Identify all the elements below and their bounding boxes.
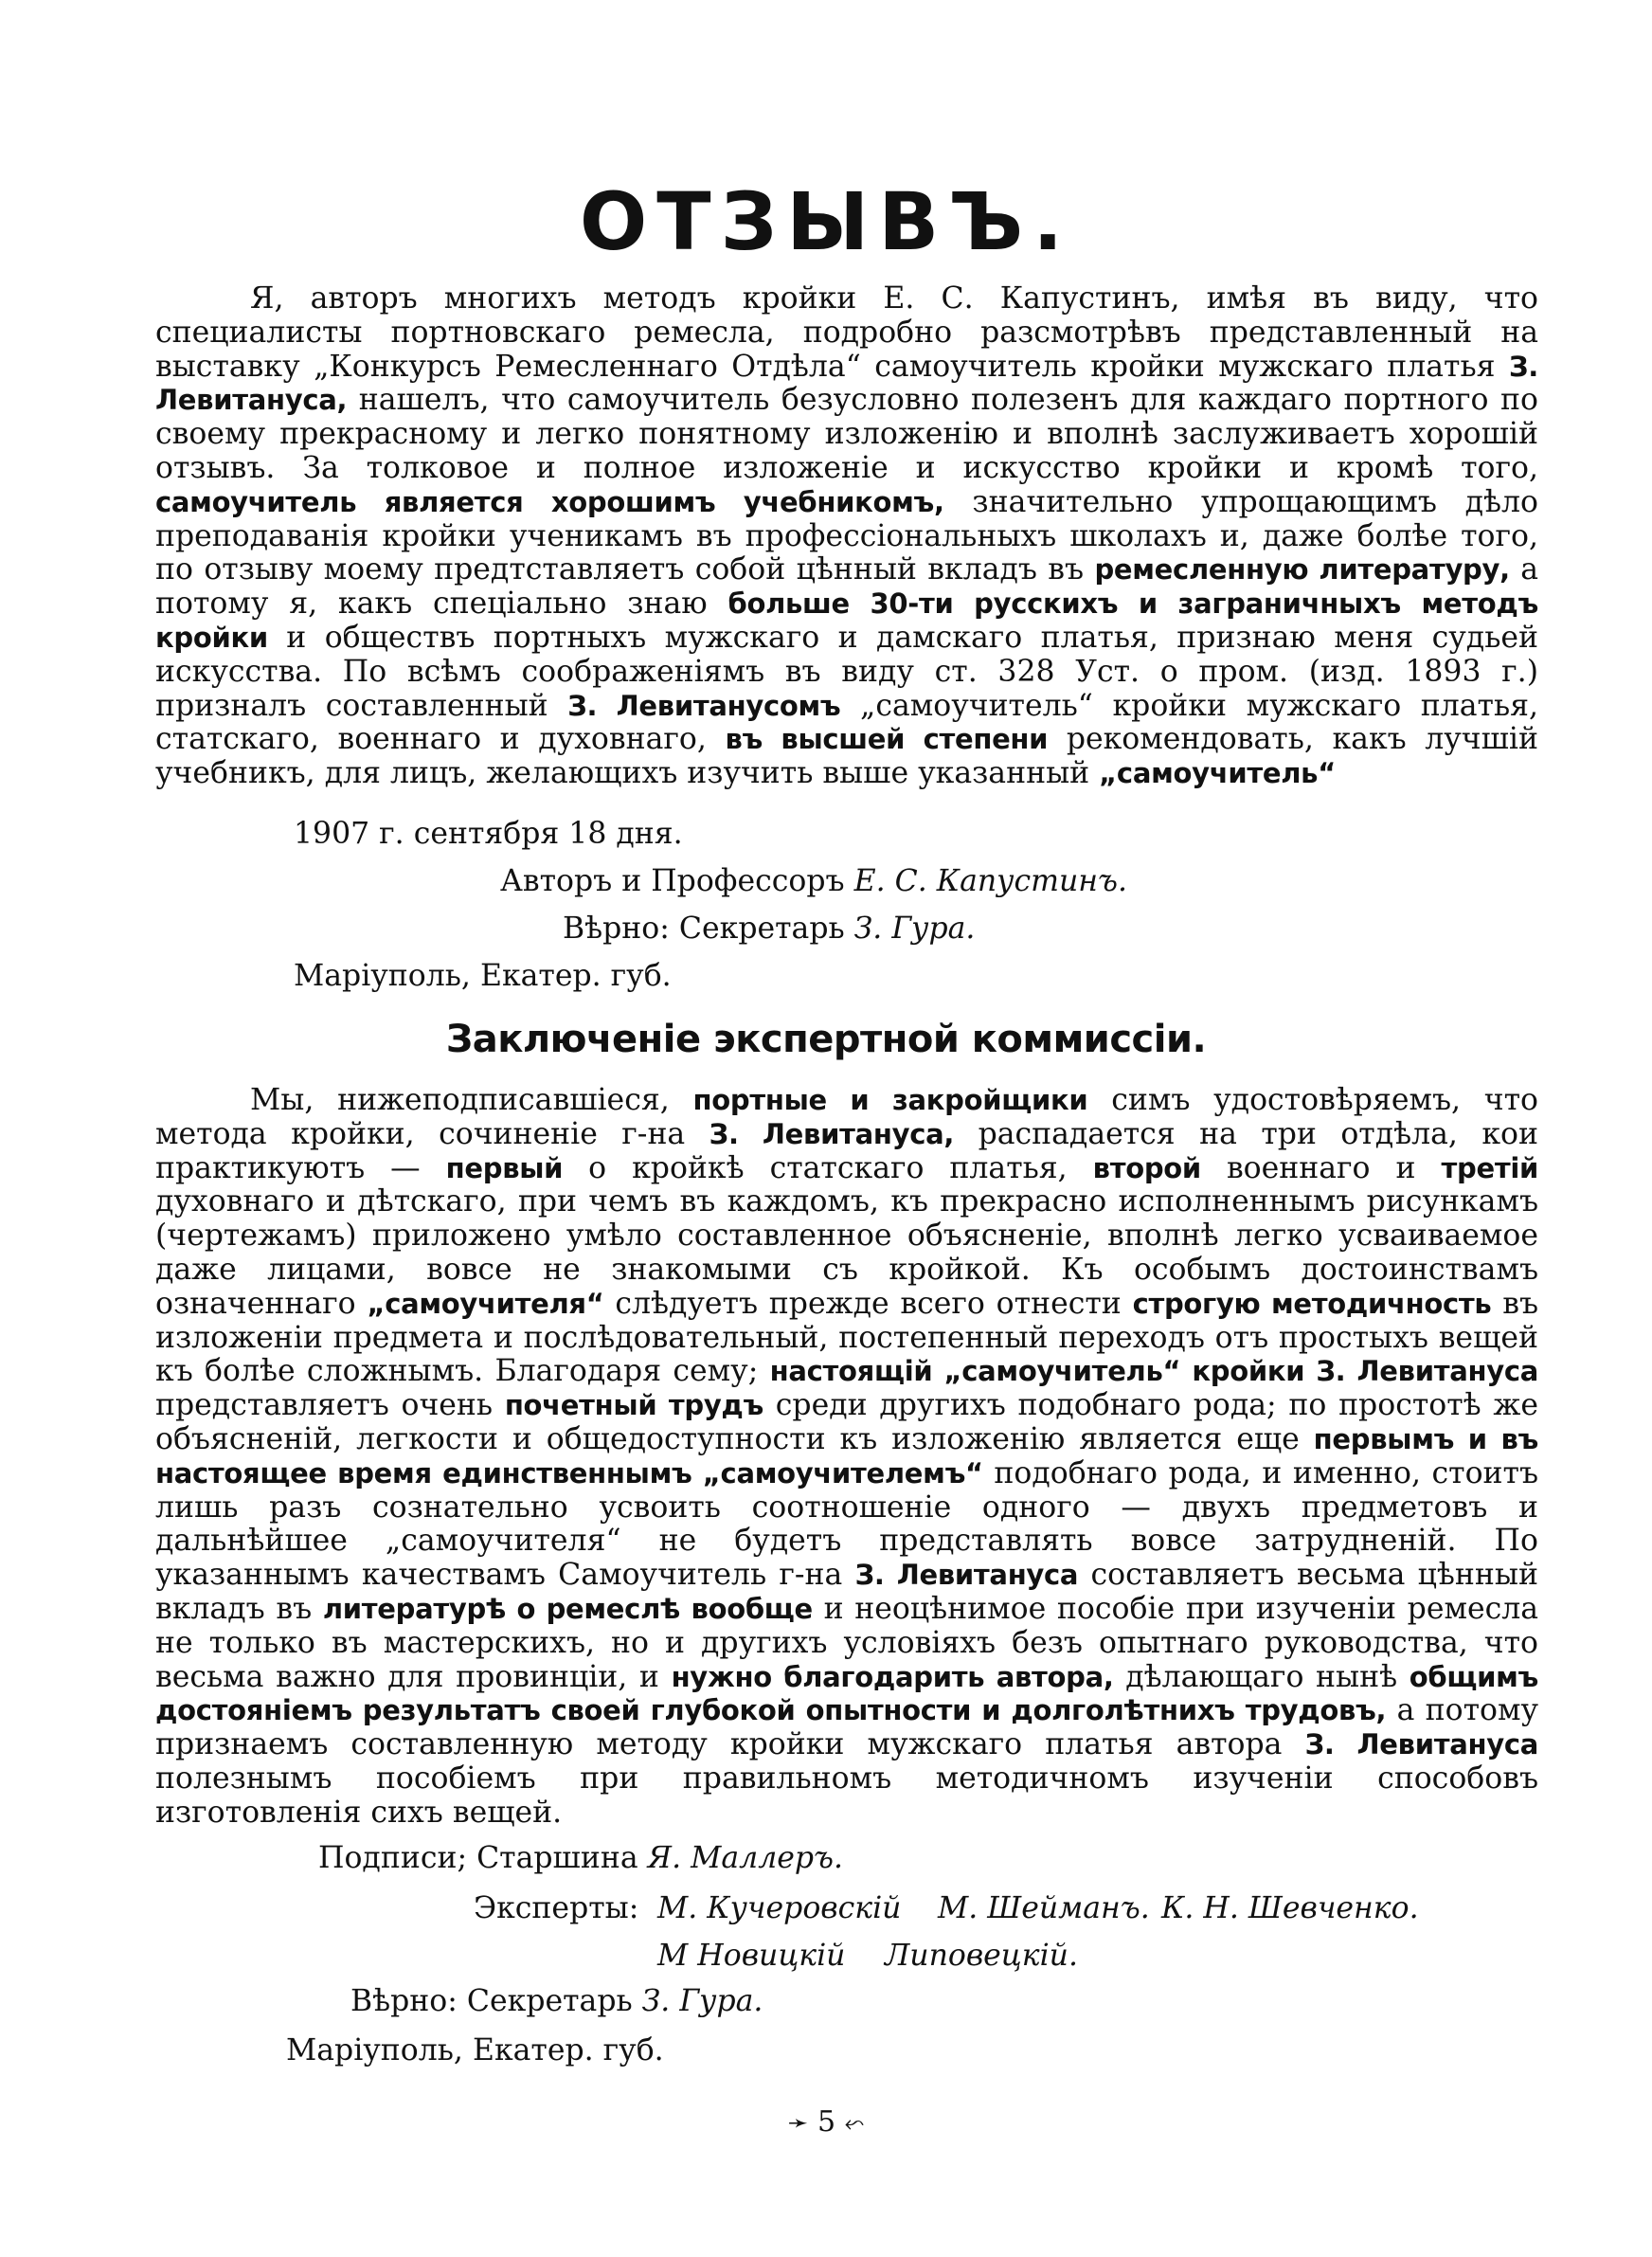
signatures-line bbox=[318, 1841, 843, 1875]
conclusion-text: распадается на три отдѣла, кои практикуютъ — bbox=[155, 1116, 1539, 1185]
conclusion-bold: портные и закройщики bbox=[692, 1084, 1088, 1116]
conclusion-text: полезнымъ пособіемъ при правильномъ методичномъ изученіи способовъ изготовленія сихъ вещей. bbox=[155, 1760, 1538, 1830]
conclusion-paragraph bbox=[155, 1084, 1538, 1831]
conclusion-text: о кройкѣ статскаго платья, bbox=[588, 1150, 1068, 1185]
review-text: и обществъ портныхъ мужскаго и дамскаго платья, признаю меня судьей искусства. По всѣмъ соображеніямъ въ виду ст. 328 Уст. о пром. (изд. 1893 г.) призналъ составленный bbox=[155, 620, 1538, 723]
conclusion-bold: почетный трудъ bbox=[504, 1389, 764, 1422]
review-text: рекомендовать, какъ лучшій учебникъ, для лицъ, желающихъ изучить выше указанный bbox=[155, 722, 1538, 791]
conclusion-bold: настоящій „самоучитель“ кройки З. Левитануса bbox=[769, 1355, 1538, 1388]
conclusion-bold: нужно благодарить автора, bbox=[671, 1660, 1114, 1693]
conclusion-bold: литературѣ о ремеслѣ вообще bbox=[322, 1592, 813, 1625]
verified-name: З. Гура. bbox=[641, 1984, 763, 2018]
conclusion-text: духовнаго и дѣтскаго, при чемъ въ каждомъ, къ прекрасно исполненнымъ рисункамъ (чертежамъ) приложено умѣло составленное объясненіе, вполнѣ легко усваиваемое даже лицами, вовсе не знакомыми съ кройкой. Къ особымъ достоинствамъ означеннаго bbox=[155, 1184, 1538, 1321]
review-bold: въ высшей степени bbox=[725, 723, 1049, 756]
review-bold: больше 30-ти русскихъ и заграничныхъ методъ кройки bbox=[155, 587, 1538, 654]
conclusion-text: въ изложеніи предмета и послѣдовательный, постепенный переходъ отъ простыхъ вещей къ болѣе сложнымъ. Благодаря сему; bbox=[155, 1286, 1539, 1389]
author-name: Е. С. Капустинъ. bbox=[853, 864, 1127, 898]
review-title: ОТЗЫВЪ. bbox=[579, 175, 1073, 268]
conclusion-text: среди другихъ подобнаго рода; по простотѣ же объясненій, легкости и общедоступности къ изложенію является еще bbox=[155, 1388, 1538, 1456]
verified-name: З. Гура. bbox=[853, 912, 976, 946]
ornament-left-icon: ➛ bbox=[787, 2109, 809, 2138]
conclusion-bold: З. Левитануса, bbox=[709, 1117, 955, 1150]
conclusion-place: Маріуполь, Екатер. губ. bbox=[286, 2033, 664, 2067]
review-bold: самоучитель является хорошимъ учебникомъ, bbox=[155, 485, 944, 518]
review-text: а потому я, какъ спеціально знаю bbox=[155, 552, 1538, 622]
conclusion-bold: общимъ достояніемъ результатъ своей глубокой опытности и долголѣтнихъ трудовъ, bbox=[155, 1660, 1538, 1727]
review-bold: З. Левитануса, bbox=[155, 350, 1539, 417]
conclusion-text: и неоцѣнимое пособіе при изученіи ремесла не только въ мастерскихъ, но и другихъ условіяхъ безъ опытнаго руководства, что весьма важно для провинціи, и bbox=[155, 1591, 1539, 1694]
conclusion-text: подобнаго рода, и именно, стоитъ лишь разъ сознательно усвоить соотношеніе одного — двухъ предметовъ и дальнѣйшее „самоучителя“ не будетъ представлять вовсе затрудненій. По указаннымъ качествамъ Самоучитель г-на bbox=[155, 1455, 1538, 1593]
review-place: Маріуполь, Екатер. губ. bbox=[294, 959, 672, 993]
conclusion-verified-line bbox=[350, 1984, 763, 2018]
conclusion-bold: З. Левитануса bbox=[854, 1559, 1079, 1592]
verified-label: Вѣрно: Секретарь bbox=[563, 912, 845, 946]
conclusion-text: составляетъ весьма цѣнный вкладъ въ bbox=[155, 1558, 1538, 1626]
author-label: Авторъ и Профессоръ bbox=[500, 864, 845, 898]
conclusion-bold: третій bbox=[1441, 1151, 1538, 1184]
expert-signature: М Новицкій bbox=[657, 1939, 846, 1973]
expert-signature: М. Шейманъ. bbox=[938, 1891, 1150, 1925]
conclusion-bold: строгую методичность bbox=[1132, 1287, 1492, 1320]
review-bold: З. Левитанусомъ bbox=[567, 689, 841, 722]
review-bold: ремесленную литературу, bbox=[1094, 553, 1510, 587]
conclusion-heading: Заключеніе экспертной коммиссіи. bbox=[445, 1018, 1207, 1061]
conclusion-text: а потому признаемъ составленную методу кройки мужскаго платья автора bbox=[155, 1693, 1539, 1762]
review-text: значительно упрощающимъ дѣло преподаванія кройки ученикамъ въ профессіональныхъ школахъ и, даже болѣе того, по отзыву моему предтставляетъ собой цѣнный вкладъ въ bbox=[155, 484, 1538, 587]
review-paragraph bbox=[155, 282, 1538, 791]
review-author-line bbox=[500, 864, 1127, 898]
review-date: 1907 г. сентября 18 дня. bbox=[294, 817, 683, 851]
conclusion-text: Мы, нижеподписавшіеся, bbox=[250, 1083, 670, 1117]
conclusion-bold: первымъ и въ настоящее время единственнымъ „самоучителемъ“ bbox=[155, 1422, 1539, 1490]
review-verified-line bbox=[563, 912, 975, 946]
experts-label: Эксперты: bbox=[474, 1891, 639, 1925]
conclusion-bold: „самоучителя“ bbox=[367, 1287, 604, 1320]
sign-label: Подписи; Старшина bbox=[318, 1841, 638, 1875]
conclusion-text: представляетъ очень bbox=[155, 1388, 494, 1423]
expert-signature: К. Н. Шевченко. bbox=[1161, 1891, 1419, 1925]
ornament-right-icon: ⬿ bbox=[844, 2109, 865, 2138]
conclusion-bold: З. Левитануса bbox=[1304, 1728, 1538, 1761]
conclusion-text: слѣдуетъ прежде всего отнести bbox=[615, 1286, 1122, 1321]
conclusion-bold: первый bbox=[445, 1151, 564, 1184]
conclusion-bold: второй bbox=[1092, 1151, 1201, 1184]
review-text: „самоучитель“ кройки мужскаго платья, статскаго, военнаго и духовнаго, bbox=[155, 688, 1538, 757]
page-number-footer bbox=[0, 2105, 1652, 2139]
conclusion-text: военнаго и bbox=[1226, 1150, 1416, 1185]
review-bold: „самоучитель“ bbox=[1099, 757, 1336, 790]
review-text: Я, авторъ многихъ методъ кройки Е. С. Капустинъ, имѣя въ виду, что специалисты портновскаго ремесла, подробно разсмотрѣвъ представленный на выставку „Конкурсъ Ремесленнаго Отдѣла“ самоучитель кройки мужскаго платья bbox=[155, 281, 1538, 384]
expert-signature: Липовецкій. bbox=[885, 1939, 1078, 1973]
conclusion-text: симъ удостовѣряемъ, что метода кройки, сочиненіе г-на bbox=[155, 1083, 1538, 1151]
expert-signature: М. Кучеровскій bbox=[657, 1891, 902, 1925]
verified-label: Вѣрно: Секретарь bbox=[350, 1984, 633, 2018]
review-text: нашелъ, что самоучитель безусловно полезенъ для каждаго портного по своему прекрасному и легко понятному изложенію и вполнѣ заслуживаетъ хорошій отзывъ. За толковое и полное изложеніе и искусство кройки и кромѣ того, bbox=[155, 383, 1538, 485]
sign-name: Я. Маллеръ. bbox=[647, 1841, 844, 1875]
page-number: 5 bbox=[817, 2105, 836, 2139]
conclusion-text: дѣлающаго нынѣ bbox=[1125, 1659, 1398, 1694]
